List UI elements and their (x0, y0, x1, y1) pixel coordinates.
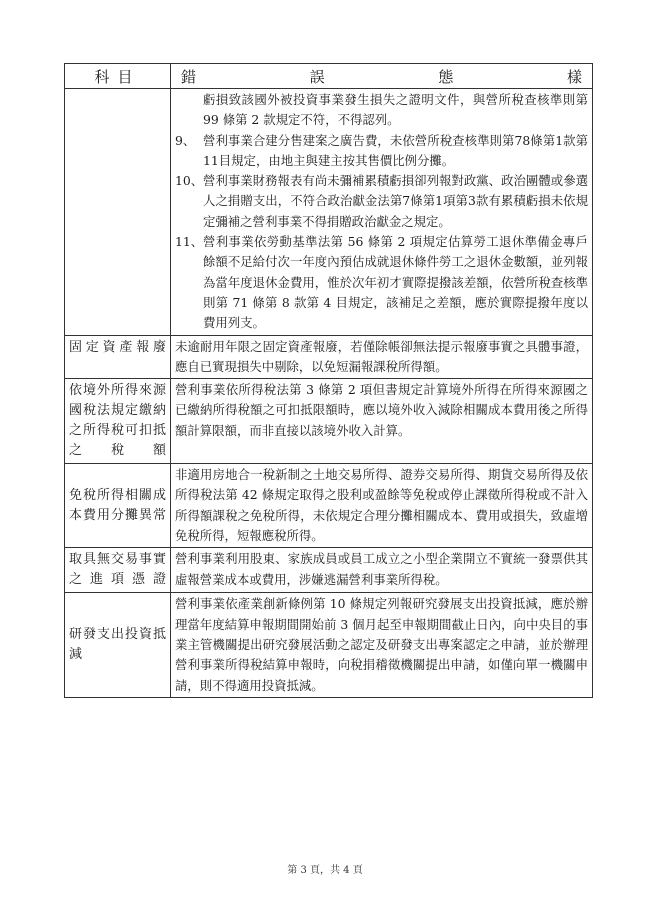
subject-column-header: 科目 (65, 64, 171, 89)
description-cell: 未逾耐用年限之固定資產報廢，若僅除帳卻無法提示報廢事實之具體事證，應自已實現損失中剔除，以免短漏報課稅所得額。 (171, 335, 593, 379)
error-pattern-table (64, 63, 593, 698)
subject-cell: 研發支出投資抵減 (65, 593, 171, 697)
subject-cell: 免稅所得相關成本費用分攤異常 (65, 464, 171, 548)
table-row (65, 548, 593, 593)
description-cell (171, 89, 593, 336)
list-item: 9、 營利事業合建分售建案之廣告費，未依營所稅查核準則第78條第1款第11目規定，由地主與建主按其售價比例分攤。 (175, 132, 588, 168)
table-header-row (65, 64, 593, 89)
description-cell: 非適用房地合一稅新制之土地交易所得、證券交易所得、期貨交易所得及依所得稅法第 42 條規定取得之股利或盈餘等免稅或停止課徵所得稅或不計入所得額課稅之免稅所得，未依規定合理分攤相關成本、費用或損失，致虛增免稅所得，短報應稅所得。 (171, 464, 593, 548)
subject-cell: 取具無交易事實之進項憑證 (65, 548, 171, 593)
subject-cell-empty (65, 89, 171, 336)
subject-cell: 依境外所得來源國稅法規定繳納之所得稅可扣抵之稅額 (65, 379, 171, 464)
list-item: 11、 營利事業依勞動基準法第 56 條第 2 項規定估算勞工退休準備金專戶餘額不足給付次一年度內預估成就退休條件勞工之退休金數額，並列報為當年度退休金費用，惟於次年初才實際提撥該差額，依營所稅查核準則第 71 條第 8 款第 4 目規定，該補足之差額，應於實際提撥年度以費用列支。 (175, 234, 588, 331)
description-cell: 營利事業利用股東、家族成員或員工成立之小型企業開立不實統一發票供其虛報營業成本或費用，涉嫌逃漏營利事業所得稅。 (171, 548, 593, 593)
error-pattern-column-header: 錯 誤 態 樣 (171, 64, 593, 89)
table-row (65, 464, 593, 548)
continued-item-text: 虧損致該國外被投資事業發生損失之證明文件，與營所稅查核準則第 99 條第 2 款規定不符，不得認列。 (203, 92, 588, 128)
list-item: 10、 營利事業財務報表有尚未彌補累積虧損卻列報對政黨、政治團體或參選人之捐贈支出，不符合政治獻金法第7條第1項第3款有累積虧損未依規定彌補之營利事業不得捐贈政治獻金之規定。 (175, 173, 588, 229)
description-cell: 營利事業依所得稅法第 3 條第 2 項但書規定計算境外所得在所得來源國之已繳納所得稅額之可扣抵限額時，應以境外收入減除相關成本費用後之所得額計算限額，而非直接以該境外收入計算。 (171, 379, 593, 464)
table-row-continued-items (65, 89, 593, 336)
table-row (65, 379, 593, 464)
description-cell: 營利事業依產業創新條例第 10 條規定列報研究發展支出投資抵減，應於辦理當年度結算申報期間開始前 3 個月起至申報期間截止日內，向中央目的事業主管機關提出研究發展活動之認定及研發支出專案認定之申請，並於辦理營利事業所得稅結算申報時，向稅捐稽徵機關提出申請，如僅向單一機關申請，則不得適用投資抵減。 (171, 593, 593, 697)
page-number: 第 3 頁，共 4 頁 (287, 865, 363, 876)
subject-cell: 固定資產報廢 (65, 335, 171, 379)
table-row (65, 593, 593, 697)
table-row (65, 335, 593, 379)
